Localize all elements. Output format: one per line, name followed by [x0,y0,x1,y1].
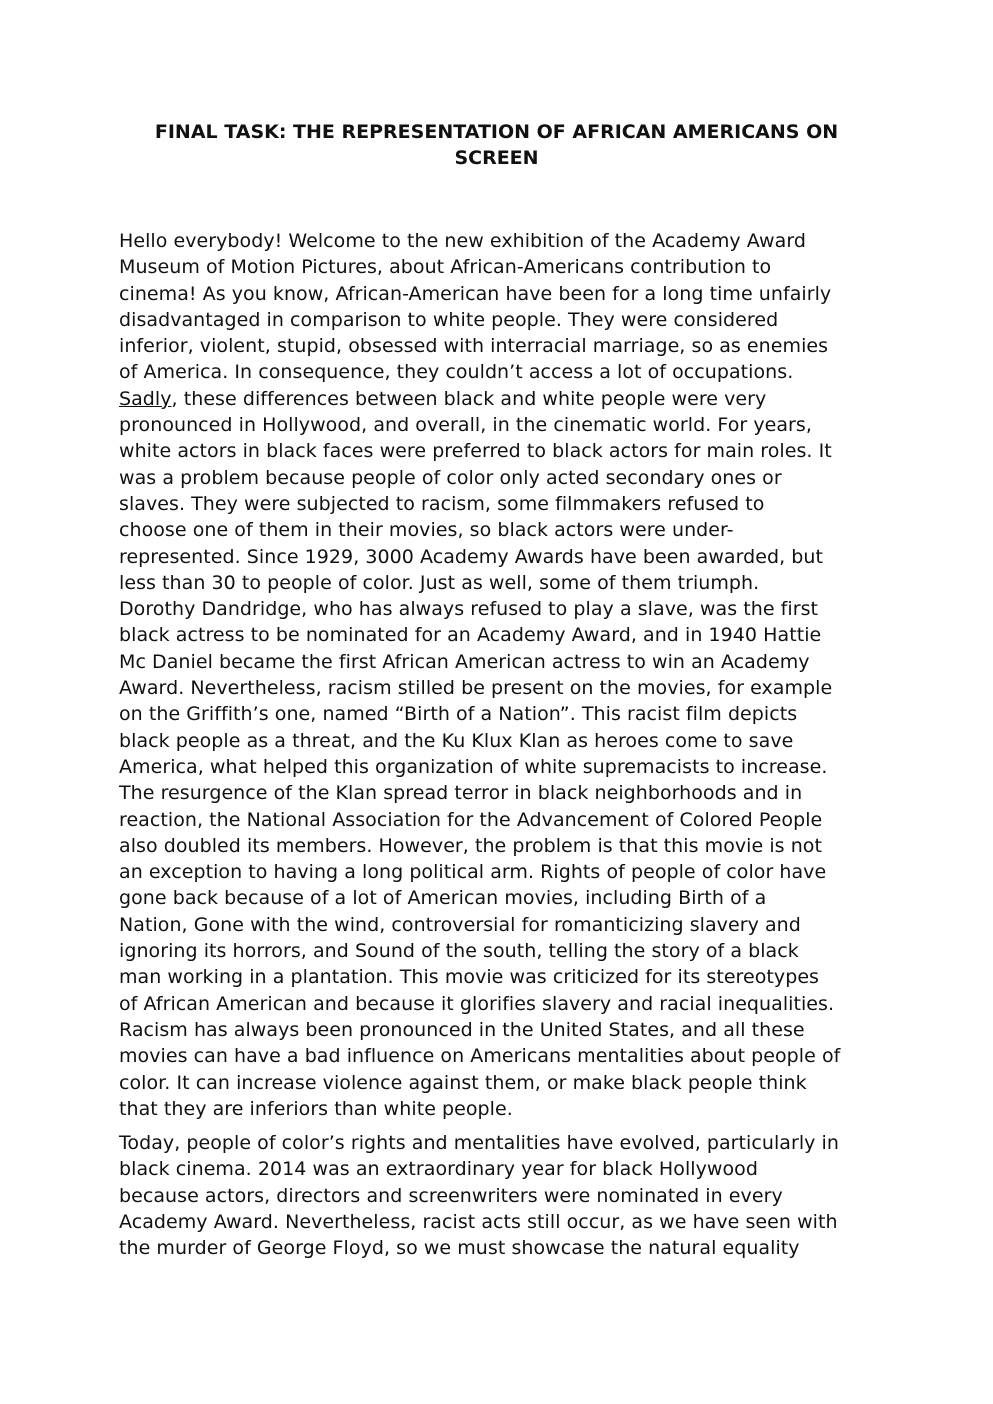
paragraph-1-rest: , these differences between black and white people were very pronounced in Hollywood, and overall, in the cinematic world. For years, white actors in black faces were preferred to black actors for main roles. It was a problem because people of color only acted secondary ones or slaves. They were subjected to racism, some filmmakers refused to choose one of them in their movies, so black actors were under- represented. Since 1929, 3000 Academy Awards have been awarded, but less than 30 to people of color. Just as well, some of them triumph. Dorothy Dandridge, who has always refused to play a slave, was the first black actress to be nominated for an Academy Award, and in 1940 Hattie Mc Daniel became the first African American actress to win an Academy Award. Nevertheless, racism stilled be present on the movies, for example on the Griffith’s one, named “Birth of a Nation”. This racist film depicts black people as a threat, and the Ku Klux Klan as heroes come to save America, what helped this organization of white supremacists to increase. The resurgence of the Klan spread terror in black neighborhoods and in reaction, the National Association for the Advancement of Colored People also doubled its members. However, the problem is that this movie is not an exception to having a long political arm. Rights of people of color have gone back because of a lot of American movies, including Birth of a Nation, Gone with the wind, controversial for romanticizing slavery and ignoring its horrors, and Sound of the south, telling the story of a black man working in a plantation. This movie was criticized for its stereotypes of African American and because it glorifies slavery and racial inequalities. Racism has always been pronounced in the United States, and all these movies can have a bad influence on Americans mentalities about people of color. It can increase violence against them, or make black people think that they are inferiors than white people. [119,387,841,1120]
underlined-word: Sadly [119,387,172,410]
paragraph-1 [119,228,877,1122]
paragraph-2: Today, people of color’s rights and mentalities have evolved, particularly in black cinema. 2014 was an extraordinary year for black Hollywood because actors, directors and screenwriters were nominated in every Academy Award. Nevertheless, racist acts still occur, as we have seen with the murder of George Floyd, so we must showcase the natural equality [119,1132,839,1260]
document-title: FINAL TASK: THE REPRESENTATION OF AFRICAN AMERICANS ON SCREEN [154,121,839,169]
paragraph-1-intro: Hello everybody! Welcome to the new exhibition of the Academy Award Museum of Motion Pictures, about African-Americans contribution to cinema! As you know, African-American have been for a long time unfairly disadvantaged in comparison to white people. They were considered inferior, violent, stupid, obsessed with interracial marriage, so as enemies of America. In consequence, they couldn’t access a lot of occupations. [119,230,832,384]
document-body [119,228,877,1262]
